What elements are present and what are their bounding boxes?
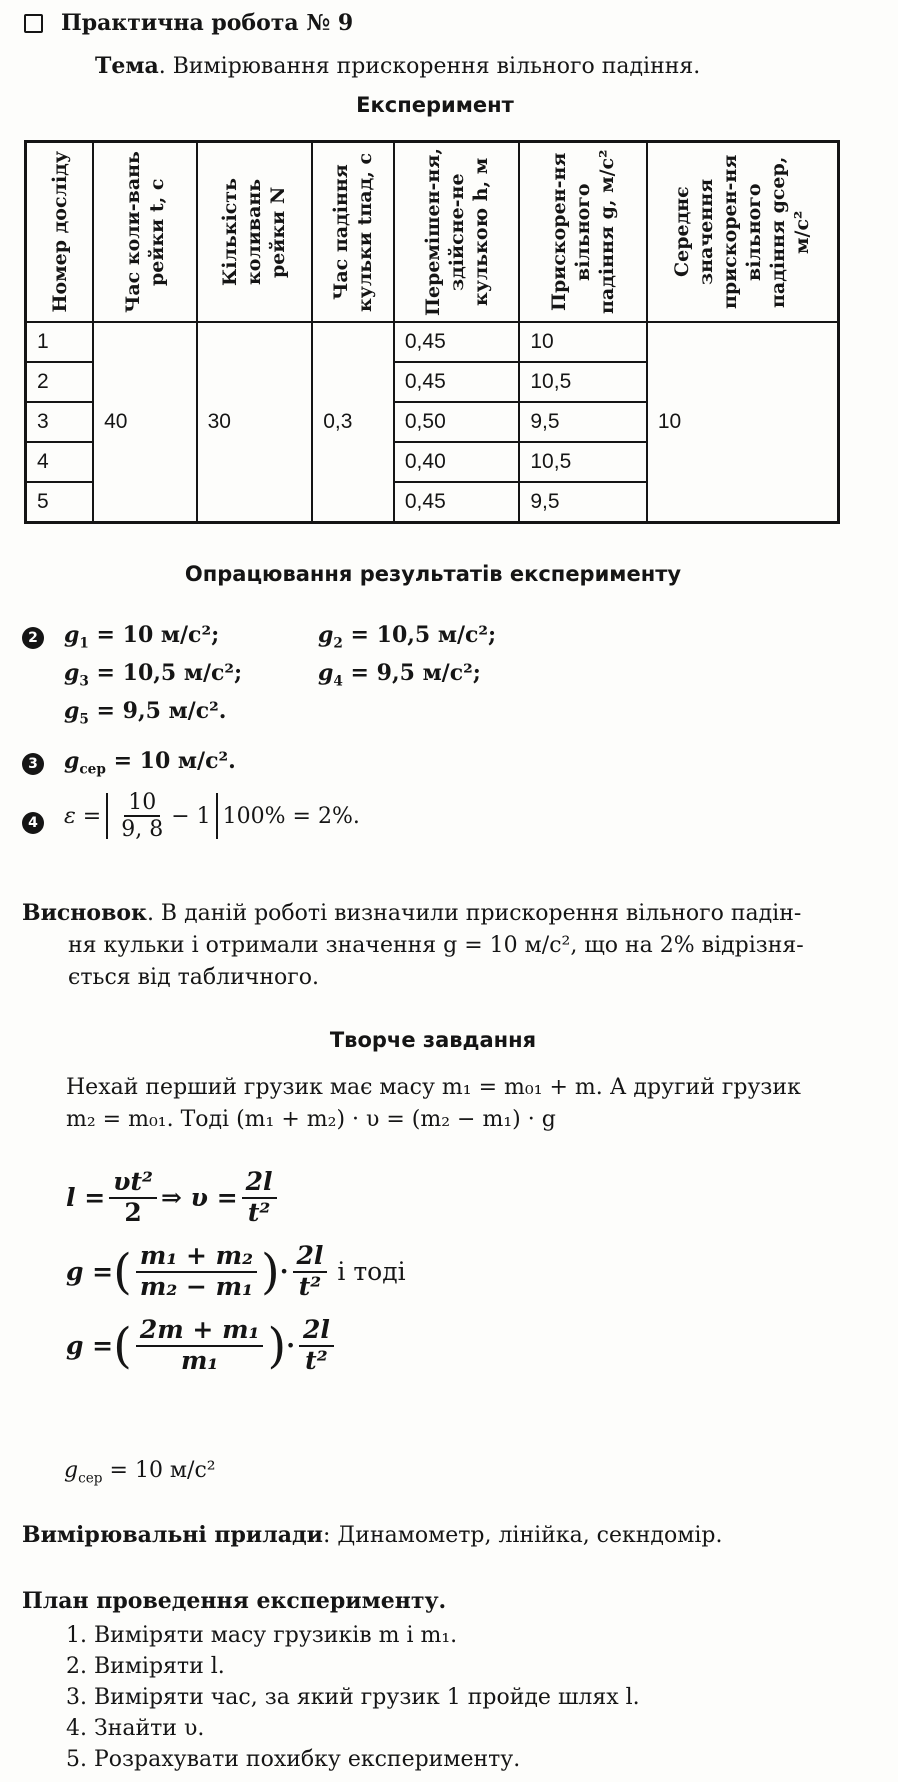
table-cell: 4 <box>26 442 94 482</box>
checkbox-icon <box>24 14 43 33</box>
conclusion-label: Висновок <box>22 900 147 926</box>
list-item: 5. Розрахувати похибку експерименту. <box>66 1747 521 1772</box>
table-cell: 2 <box>26 362 94 402</box>
bullet-2-icon: 2 <box>22 627 44 649</box>
g4-line: $g_4 = 9,5$ м/с²; <box>318 660 481 690</box>
experiment-table <box>24 140 840 524</box>
table-cell: 5 <box>26 482 94 523</box>
table-cell: 3 <box>26 402 94 442</box>
list-item: 4. Знайти υ. <box>66 1716 205 1741</box>
table-cell: 9,5 <box>519 482 646 523</box>
bullet-3-icon: 3 <box>22 753 44 775</box>
g1-line: $g_1 = 10$ м/с²; <box>64 622 220 652</box>
table-cell-fall-time: 0,3 <box>312 322 394 523</box>
list-item: 2. Виміряти l. <box>66 1654 225 1679</box>
instruments-label: Вимірювальні прилади <box>22 1522 323 1548</box>
header <box>24 10 353 36</box>
list-item: 3. Виміряти час, за який грузик 1 пройде шлях l. <box>66 1685 640 1710</box>
error-formula: ε = $\frac{10}{9, 8}$ − 1 100% = 2%. <box>64 790 360 843</box>
topic-text: . Вимірювання прискорення вільного падіння. <box>158 54 701 79</box>
table-header-cell: Прискорен-ня вільного падіння g, м/с² <box>519 142 646 323</box>
page-title: Практична робота № 9 <box>61 10 354 36</box>
topic-line <box>95 53 700 79</box>
table-cell-count: 30 <box>197 322 313 523</box>
processing-title: Опрацювання результатів експерименту <box>184 562 682 586</box>
table-header-row <box>26 142 839 323</box>
table-cell: 10,5 <box>519 442 646 482</box>
table-cell-average: 10 <box>647 322 839 523</box>
experiment-title: Експеримент <box>356 93 514 117</box>
formula-g1: g = ( $\frac{\text{m₁ + m₂}}{\text{m₂ − m₁}}$ ) · $\frac{2l}{\text{t²}}$ і тоді <box>66 1241 406 1301</box>
creative-title: Творче завдання <box>329 1028 537 1052</box>
table-header-cell: Середнє значення прискорен-ня вільного падіння gсер, м/с² <box>647 142 839 323</box>
table-row <box>26 322 839 362</box>
table-cell: 0,40 <box>394 442 520 482</box>
gavg-line: $g_{сер} = 10$ м/с². <box>64 748 236 778</box>
formula-g2: g = ( $\frac{\text{2m + m₁}}{\text{m₁}}$ ) · $\frac{2l}{\text{t²}}$ <box>66 1316 338 1376</box>
table-cell-time: 40 <box>93 322 196 523</box>
table-cell: 9,5 <box>519 402 646 442</box>
table-cell: 1 <box>26 322 94 362</box>
table-cell: 10 <box>519 322 646 362</box>
instruments-line: Вимірювальні прилади: Динамометр, лінійка, секндомір. <box>22 1522 723 1548</box>
g2-line: $g_2 = 10,5$ м/с²; <box>318 622 497 652</box>
g3-line: $g_3 = 10,5$ м/с²; <box>64 660 243 690</box>
table-cell: 0,45 <box>394 322 520 362</box>
table-header-cell: Час коли-вань рейки t, с <box>93 142 196 323</box>
creative-gavg: $g_{сер} = 10$ м/с² <box>64 1458 216 1487</box>
g5-line: $g_5 = 9,5$ м/с². <box>64 698 227 728</box>
bullet-4-icon: 4 <box>22 812 44 834</box>
formula-l: l = $\frac{\text{υt²}}{2}$ ⇒ υ = $\frac{2l}{\text{t²}}$ <box>66 1168 281 1228</box>
creative-text: Нехай перший грузик має масу m₁ = m₀₁ + m. А другий грузик m₂ = m₀₁. Тоді (m₁ + m₂) · υ = (m₂ − m₁) · g <box>66 1075 801 1132</box>
table-cell: 0,45 <box>394 482 520 523</box>
table-cell: 10,5 <box>519 362 646 402</box>
table-cell: 0,50 <box>394 402 520 442</box>
table-header-cell: Кількість коливань рейки N <box>197 142 313 323</box>
table-cell: 0,45 <box>394 362 520 402</box>
plan-title: План проведення експерименту. <box>22 1588 447 1614</box>
topic-label: Тема <box>95 53 159 79</box>
table-header-cell: Номер досліду <box>26 142 94 323</box>
table-header-cell: Час падіння кульки tпад, с <box>312 142 394 323</box>
conclusion: Висновок. В даній роботі визначили прискорення вільного падін- ня кульки і отримали значення g = 10 м/с², що на 2% відрізня- ється від табличного. <box>22 900 804 990</box>
plan-list <box>66 1620 640 1775</box>
table-header-cell: Перемішен-ня, здійсне-не кулькою h, м <box>394 142 520 323</box>
list-item: 1. Виміряти масу грузиків m і m₁. <box>66 1623 458 1648</box>
